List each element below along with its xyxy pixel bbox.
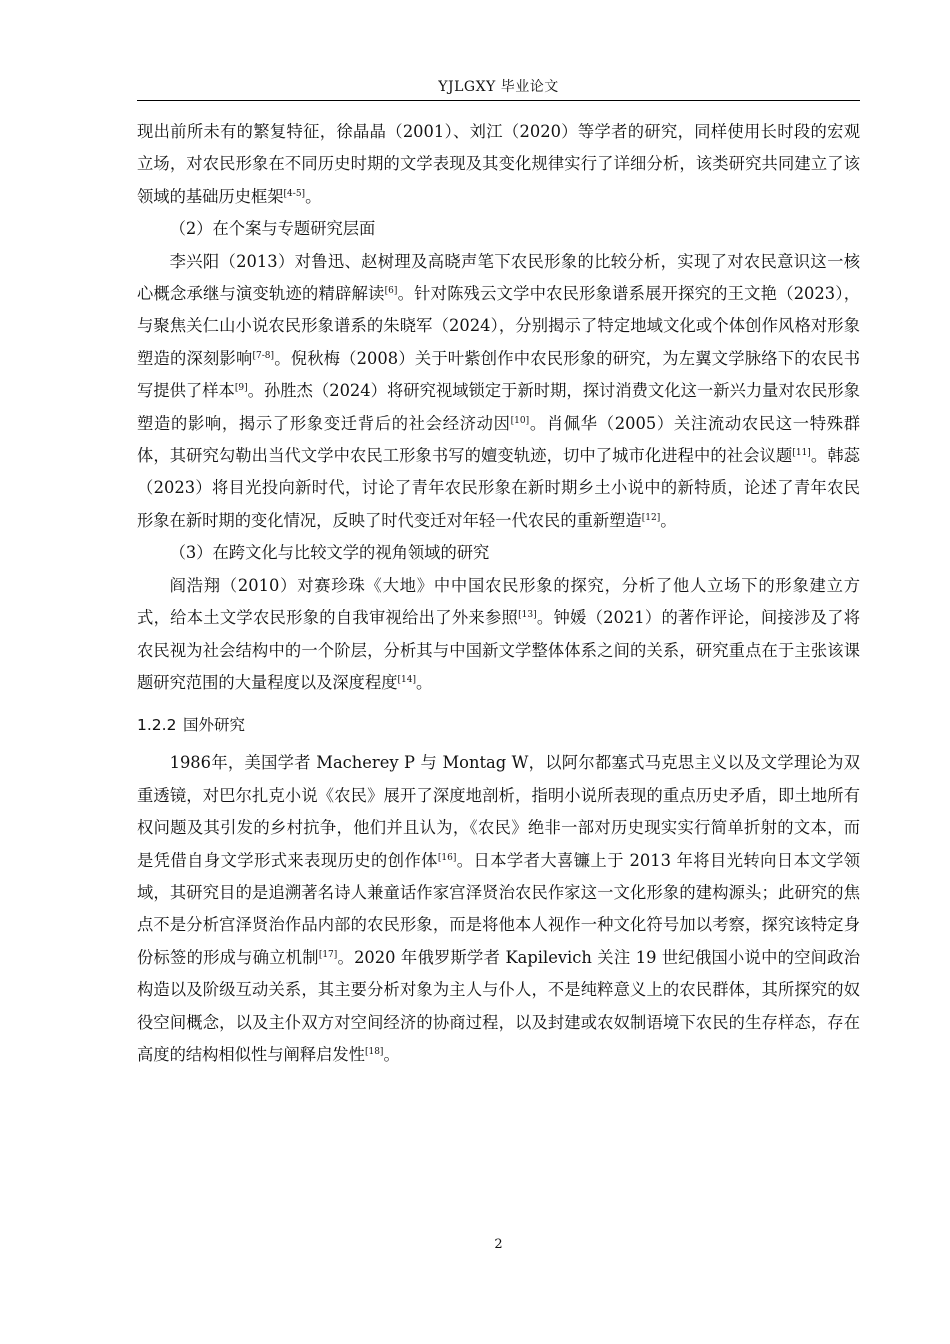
paragraph-text: 。针对陈残云文学中农民形象谱系展开探究的王文艳（2023），与聚焦关仁山小说农民形象谱系的朱晓军（2024），分别揭示了特定地域文化或个体创作风格对形象塑造的深刻影响 — [137, 284, 860, 368]
header-rule — [137, 100, 860, 101]
paragraph-text: 。倪秋梅（2008）关于叶紫创作中农民形象的研究，为左翼文学脉络下的农民书写提供了样本 — [137, 348, 860, 401]
paragraph-text: 现出前所未有的繁复特征，徐晶晶（2001）、刘江（2020）等学者的研究，同样使用长时段的宏观立场，对农民形象在不同历史时期的文学表现及其变化规律实行了详细分析，该类研究共同建立了该领域的基础历史框架 — [137, 122, 860, 206]
subheading-cross-cultural: （3）在跨文化与比较文学的视角领域的研究 — [169, 543, 490, 563]
citation: [13] — [518, 610, 537, 621]
paragraph-case-studies — [137, 246, 860, 538]
paragraph-text: 。 — [416, 672, 433, 692]
paragraph-text: 。 — [305, 186, 322, 206]
section-title: 国外研究 — [183, 716, 246, 735]
paragraph-continued — [137, 116, 860, 213]
citation: [9] — [234, 383, 248, 394]
citation: [17] — [318, 949, 338, 960]
section-number: 1.2.2 — [137, 716, 177, 735]
paper-body — [137, 116, 860, 1071]
paragraph-text: 。孙胜杰（2024）将研究视域锁定于新时期，探讨消费文化这一新兴力量对农民形象塑造的影响，揭示了形象变迁背后的社会经济动因 — [137, 381, 860, 433]
paragraph-text: 阎浩翔（2010）对赛珍珠《大地》中中国农民形象的探究，分析了他人立场下的形象建立方式，给本土文学农民形象的自我审视给出了外来参照 — [137, 575, 860, 628]
citation: [12] — [641, 512, 661, 523]
paragraph-foreign-research — [137, 747, 860, 1071]
paragraph-text: 李兴阳（2013）对鲁迅、赵树理及高晓声笔下农民形象的比较分析，实现了对农民意识这一核心概念承继与演变轨迹的精辟解读 — [137, 251, 860, 304]
citation: [16] — [437, 852, 457, 863]
paragraph-text: 1986年，美国学者 Macherey P 与 Montag W，以阿尔都塞式马克思主义以及文学理论为双重透镜，对巴尔扎克小说《农民》展开了深度地剖析，指明小说所表现的重点历史矛盾，即土地所有权问题及其引发的乡村抗争，他们并且认为，《农民》绝非一部对历史现实实行简单折射的文本，而是凭借自身文学形式来表现历史的创作体 — [137, 753, 860, 870]
page-number: 2 — [494, 1237, 503, 1252]
paragraph-cross-cultural — [137, 570, 860, 700]
paragraph-text: 。肖佩华（2005）关注流动农民这一特殊群体，其研究勾勒出当代文学中农民工形象书写的嬗变轨迹，切中了城市化进程中的社会议题 — [137, 413, 861, 466]
section-heading — [137, 709, 860, 741]
paragraph-text: 。 — [660, 510, 677, 530]
citation: [6] — [384, 286, 398, 297]
paragraph-text: 。钟媛（2021）的著作评论，间接涉及了将农民视为社会结构中的一个阶层，分析其与中国新文学整体体系之间的关系，研究重点在于主张该课题研究范围的大量程度以及深度程度 — [137, 608, 860, 692]
running-header: YJLGXY 毕业论文 — [438, 79, 559, 95]
subheading-case-studies: （2）在个案与专题研究层面 — [169, 219, 376, 239]
paragraph-text: 。2020 年俄罗斯学者 Kapilevich 关注 19 世纪俄国小说中的空间政治构造以及阶级互动关系，其主要分析对象为主人与仆人，不是纯粹意义上的农民群体，其所探究的奴役空间概念，以及主仆双方对空间经济的协商过程，以及封建或农奴制语境下农民的生存样态，存在高度的结构相似性与阐释启发性 — [137, 947, 860, 1064]
paragraph-text: 。韩蕊（2023）将目光投向新时代，讨论了青年农民形象在新时期乡土小说中的新特质，论述了青年农民形象在新时期的变化情况，反映了时代变迁对年轻一代农民的重新塑造 — [137, 446, 860, 530]
citation: [14] — [397, 674, 416, 685]
paragraph-text: 。日本学者大喜镰上于 2013 年将目光转向日本文学领域，其研究目的是追溯著名诗人兼童话作家宫泽贤治农民作家这一文化形象的建构源头；此研究的焦点不是分析宫泽贤治作品内部的农民形象，而是将他本人视作一种文化符号加以考察，探究该特定身份标签的形成与确立机制 — [137, 850, 860, 967]
citation: [10] — [510, 415, 530, 426]
citation: [4-5] — [283, 188, 306, 199]
citation: [18] — [364, 1046, 384, 1057]
paragraph-text: 。 — [383, 1044, 400, 1064]
citation: [7-8] — [252, 350, 274, 361]
citation: [11] — [792, 448, 811, 459]
